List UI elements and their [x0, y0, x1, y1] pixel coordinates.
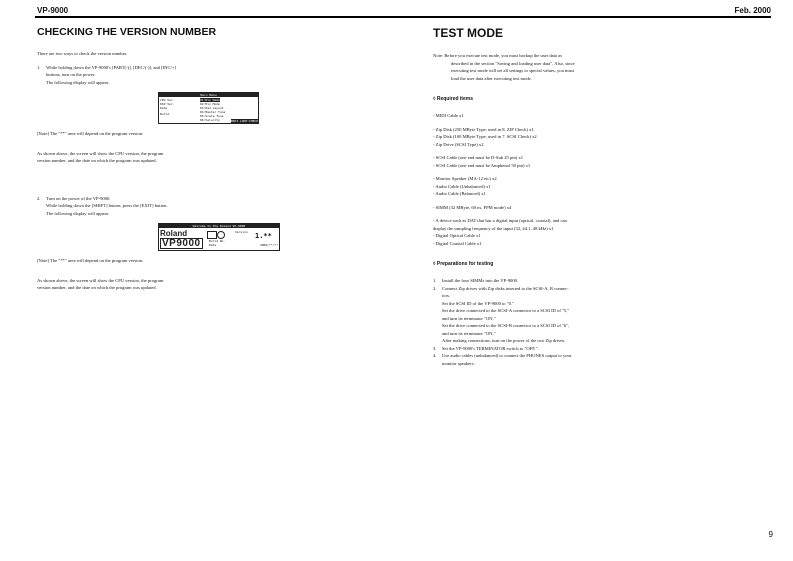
step-1-line-2: buttons, turn on the power. — [46, 72, 96, 77]
required-item: - Audio Cable (Unbalanced) x1 — [433, 183, 491, 189]
lcd1-footer: MIDI LOOP:CHECK — [230, 119, 258, 123]
prep-step-3 — [433, 345, 763, 353]
roland-logo — [160, 229, 203, 249]
lcd1-menu-item: 01:Mix Name — [200, 98, 220, 102]
logo-roland: Roland — [160, 229, 188, 238]
lcd2-date-label: Date — [209, 243, 217, 247]
required-items-heading: ◊ Required items — [433, 96, 473, 102]
lcd1-left-line: CPU Ver. — [160, 98, 175, 102]
step-1-line-1 — [37, 64, 382, 72]
prep-number: 2. — [433, 285, 437, 291]
lcd1-menu-item: 03:Pad Layout — [200, 106, 224, 110]
step-2-line-1 — [37, 195, 382, 203]
required-item: - Monitor Speaker (MA-12 etc) x2 — [433, 176, 497, 181]
required-item: - Zip Drive (SCSI Type) x2 — [433, 141, 484, 147]
step-1-line-3: The following display will appear. — [46, 79, 110, 85]
lcd1-menu-item: 04:Master Tune — [200, 110, 226, 114]
note-line: described in the section "Saving and loading user data". Also, since — [451, 60, 575, 66]
prep-text: After making connections, turn on the power of the two Zip drives. — [442, 338, 566, 343]
preparations-heading: ◊ Preparations for testing — [433, 261, 494, 267]
required-item: - A device such as DAT that has a digital input (optical, coaxial), and can — [433, 218, 567, 223]
header-model: VP-9000 — [37, 6, 69, 15]
prep-step-4 — [433, 352, 763, 360]
prep-text: tors. — [442, 293, 451, 298]
desc-2-line-1: As shown above, the screen will show the CPU version, the program — [37, 277, 164, 283]
required-item: - Audio Cable (Balanced) x1 — [433, 191, 486, 196]
prep-text: monitor speakers. — [442, 360, 475, 366]
intro-text: There are two ways to check the version number. — [37, 51, 128, 56]
desc-2-line-2: version number, and the date on which the program was updated. — [37, 285, 157, 290]
desc-1-line-2: version number, and the date on which the program was updated. — [37, 158, 157, 163]
step-2-line-2: While holding down the [SHIFT] button, press the [EXIT] button. — [46, 203, 168, 208]
test-mode-title: TEST MODE — [433, 26, 504, 40]
desc-1-line-1: As shown above, the screen will show the CPU version, the program — [37, 150, 164, 156]
right-column — [433, 26, 763, 367]
note-line: Note: Before you execute test mode, you must backup the user data as — [433, 53, 562, 58]
prep-text: Use audio cables (unbalanced) to connect the PHONES output to your — [442, 353, 572, 358]
required-item: display the sampling frequency of the input (32, 44.1, 48 kHz) x1 — [433, 225, 554, 231]
lcd-welcome — [158, 223, 280, 251]
disk-icon — [217, 231, 225, 239]
step-1-text: While holding down the VP-9000's [PART(-)], [DEC/(-)], and [INC/+] — [46, 64, 176, 70]
prep-text: and turn its terminator "ON." — [442, 315, 496, 321]
lcd2-date-value: 2000/**/** — [259, 243, 278, 247]
required-item: - SCSI Cable (one end must be D-Sub 25 pin) x1 — [433, 155, 524, 160]
prep-step-2 — [433, 285, 763, 293]
required-item: - Digital Coaxial Cable x1 — [433, 240, 482, 246]
required-item: - MIDI Cable x1 — [433, 113, 464, 118]
lcd2-title: Welcome to the Roland VP-9000 — [159, 224, 279, 228]
lcd1-menu-item: 06:Velocity — [200, 118, 220, 122]
required-item: - SCSI Cable (one end must be Amphenol 50 pin) x1 — [433, 162, 531, 168]
prep-text: Set the drive connected to the SCSI-B connector to a SCSI ID of "6", — [442, 323, 570, 328]
note-2: [Note] The "**" area will depend on the program version. — [37, 258, 144, 263]
prep-text: and turn its terminator "ON." — [442, 330, 496, 336]
lcd2-build-label: Build No. — [209, 239, 226, 243]
required-item: - Zip Disk (100 MByte Type; used in 7. SCSI Check) x2 — [433, 134, 537, 139]
page-number: 9 — [768, 530, 773, 539]
step-2-number: 2. — [37, 195, 41, 201]
prep-text: Install the four SIMMs into the VP-9000. — [442, 278, 519, 283]
prep-number: 1. — [433, 278, 437, 283]
lcd1-left-line: DSP Ver. — [160, 102, 175, 106]
required-item: - SIMM (32 MByte, 60 ns, FPM mode) x4 — [433, 204, 512, 210]
logo-vp9000: VP9000 — [162, 238, 201, 249]
header-date: Feb. 2000 — [734, 6, 771, 15]
step-2-line-3: The following display will appear. — [46, 210, 110, 216]
step-2-text: Turn on the power of the VP-9000. — [46, 195, 111, 201]
lcd1-left-line: Date — [160, 106, 168, 110]
note-1: [Note] The "**" area will depend on the program version. — [37, 131, 144, 136]
required-item: - Zip Disk (250 MByte Type; used in 8. ZIP Check) x1 — [433, 126, 534, 132]
lcd2-version-label: Version — [235, 230, 248, 234]
lcd1-menu-item: 02:Mix Mode — [200, 102, 220, 106]
prep-number: 4. — [433, 353, 437, 358]
lcd1-title: Main Menu — [159, 93, 258, 97]
note-line: executing test mode will set all settings to special values, you must — [451, 68, 574, 73]
note-line: load the user data after executing test mode. — [451, 75, 532, 81]
prep-text: Set the drive connected to the SCSI-A connector to a SCSI ID of "5," — [442, 308, 570, 313]
left-column — [37, 26, 382, 292]
lcd-main-menu — [158, 92, 259, 124]
prep-step-1 — [433, 277, 763, 285]
version-title: CHECKING THE VERSION NUMBER — [37, 26, 217, 38]
required-item: - Digital Optical Cable x1 — [433, 233, 481, 238]
card-icon — [207, 231, 217, 239]
lcd1-left-line: Build — [160, 112, 170, 116]
header-rule — [35, 16, 771, 18]
prep-text: Set the SCSI ID of the VP-9000 to "0." — [442, 300, 514, 306]
lcd2-version-value: 1.** — [255, 232, 272, 240]
prep-text: Set the VP-9000's TERMINATOR switch to "OFF." — [442, 345, 538, 351]
prep-number: 3. — [433, 345, 437, 351]
lcd1-menu-item: 05:Scale Tune — [200, 114, 224, 118]
prep-text: Connect Zip drives with Zip disks inserted to the SCSI-A, B connec- — [442, 285, 569, 291]
step-1-number: 1. — [37, 64, 41, 70]
